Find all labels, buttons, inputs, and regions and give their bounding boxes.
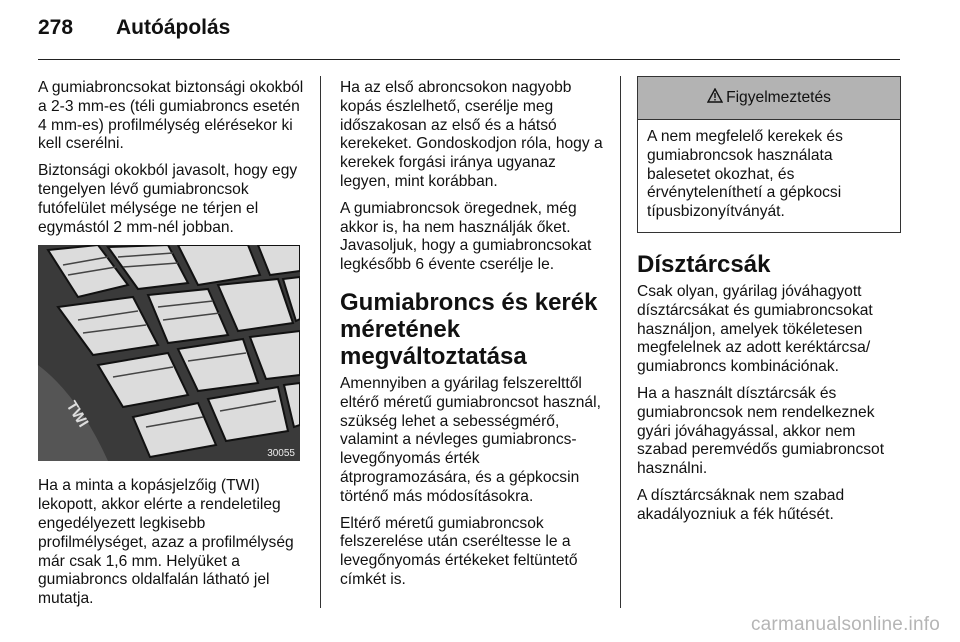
- warning-title: Figyelmeztetés: [726, 88, 831, 106]
- paragraph-rim-protection: Ha a használt dísztárcsák és gumiabroncsok nem rendelkeznek gyári jóváhagyással, akkor nem szabad peremvédős gumiabroncsot használni.: [637, 384, 885, 478]
- column-left: [38, 79, 308, 617]
- paragraph-brake-cooling: A dísztárcsáknak nem szabad akadályozniuk a fék hűtését.: [637, 486, 845, 523]
- twi-marking: TWI: [62, 398, 92, 431]
- paragraph-twi: Ha a minta a kopásjelzőig (TWI) lekopott, akkor elérte a rendeletileg engedélyezett legkisebb profilmélységet, azaz a profilmélység már csak 1,6 mm. Helyüket a gumiabroncs oldalfalán látható jel mutatja.: [38, 477, 294, 608]
- warning-box: [637, 76, 901, 233]
- column-middle: [340, 79, 610, 598]
- watermark: carmanualsonline.info: [750, 614, 940, 635]
- section-title: Autóápolás: [116, 16, 231, 39]
- column-divider-left: [320, 76, 321, 608]
- paragraph-approved-covers: Csak olyan, gyárilag jóváhagyott dísztárcsákat és gumiabroncsokat használjon, amelyek tökéletesen megfelelnek az adott keréktárcsa/ gumiabroncs kombinációnak.: [637, 282, 873, 376]
- warning-text: A nem megfelelő kerekek és gumiabroncsok használata balesetet okozhat, és érvényteleníthetí a gépkocsi típusbizonyítványát.: [647, 128, 843, 221]
- page-header: [38, 16, 230, 40]
- warning-triangle-icon: [707, 88, 723, 109]
- page-number: 278: [38, 16, 74, 39]
- column-divider-right: [620, 76, 621, 608]
- paragraph-axle-difference: Biztonsági okokból javasolt, hogy egy tengelyen lévő gumiabroncsok futófelület mélysége ne térjen el egymástól 2 mm-nél jobban.: [38, 162, 298, 236]
- heading-size-change: Gumiabroncs és kerék méretének megváltoztatása: [340, 288, 598, 370]
- column-right: [637, 76, 901, 533]
- image-reference-code: 30055: [267, 448, 295, 460]
- tire-tread-illustration: [38, 245, 300, 461]
- paragraph-label-replace: Eltérő méretű gumiabroncsok felszerelése után cseréltesse le a levegőnyomás értékeket feltüntető címkét is.: [340, 514, 578, 588]
- paragraph-different-size: Amennyiben a gyárilag felszerelttől eltérő méretű gumiabroncsot használ, szükség lehet a sebességmérő, valamint a névleges gumiabroncs-levegőnyomás érték átprogramozására, és a gépkocsin történő más módosításokra.: [340, 374, 601, 505]
- paragraph-rotation: Ha az első abroncsokon nagyobb kopás észlelhető, cserélje meg időszakosan az első és a hátsó kerekeket. Gondoskodjon róla, hogy a kerekek forgási iránya ugyanaz legyen, mint korábban.: [340, 79, 603, 190]
- tread-wear-indicator-image: [38, 245, 300, 461]
- paragraph-wear-limit: A gumiabroncsokat biztonsági okokból a 2-3 mm-es (téli gumiabroncs esetén 4 mm-es) profilmélység elérésekor ki kell cserélni.: [38, 79, 304, 153]
- header-rule: [38, 59, 900, 60]
- paragraph-aging: A gumiabroncsok öregednek, még akkor is, ha nem használják őket. Javasoljuk, hogy a gumiabroncsokat legkésőbb 6 évente cserélje le.: [340, 199, 592, 274]
- warning-header: [638, 77, 900, 120]
- heading-wheel-covers: Dísztárcsák: [637, 250, 771, 278]
